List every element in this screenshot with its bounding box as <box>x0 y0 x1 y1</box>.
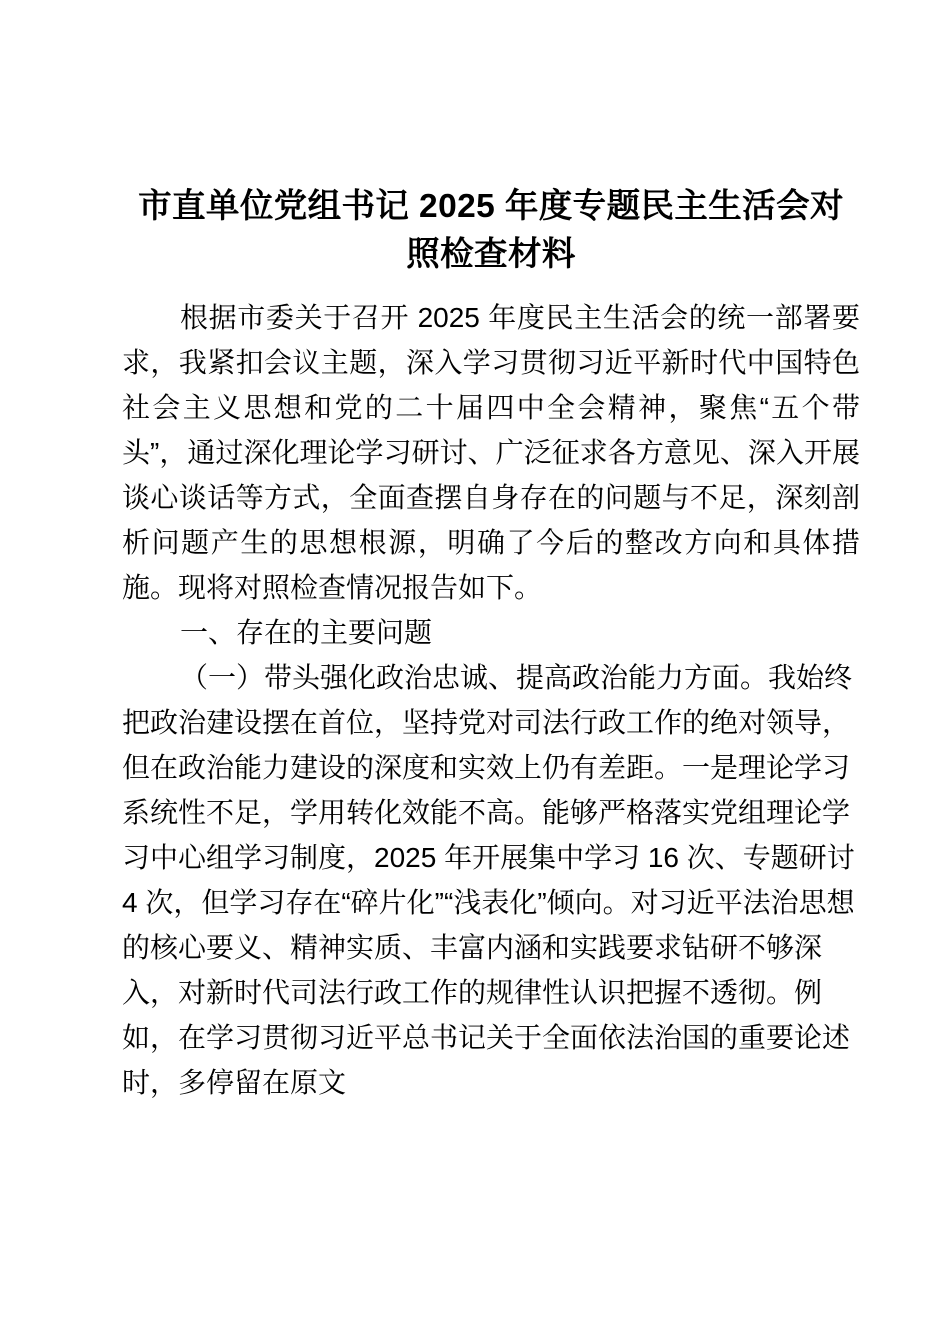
paragraph-intro: 根据市委关于召开 2025 年度民主生活会的统一部署要求，我紧扣会议主题，深入学习贯彻习近平新时代中国特色社会主义思想和党的二十届四中全会精神，聚焦“五个带头”，通过深化理论学习研讨、广泛征求各方意见、深入开展谈心谈话等方式，全面查摆自身存在的问题与不足，深刻剖析问题产生的思想根源，明确了今后的整改方向和具体措施。现将对照检查情况报告如下。 <box>122 302 860 603</box>
section-heading-1: 一、存在的主要问题 <box>180 617 433 648</box>
paragraph-section-1-sub-1: （一）带头强化政治忠诚、提高政治能力方面。我始终把政治建设摆在首位，坚持党对司法行政工作的绝对领导，但在政治能力建设的深度和实效上仍有差距。一是理论学习系统性不足，学用转化效能不高。能够严格落实党组理论学习中心组学习制度，2025 年开展集中学习 16 次、专题研讨 4 次，但学习存在“碎片化”“浅表化”倾向。对习近平法治思想的核心要义、精神实质、丰富内涵和实践要求钻研不够深入，对新时代司法行政工作的规律性认识把握不透彻。例如，在学习贯彻习近平总书记关于全面依法治国的重要论述时，多停留在原文 <box>122 662 855 1098</box>
document-body <box>122 295 860 1105</box>
page-title: 市直单位党组书记 2025 年度专题民主生活会对照检查材料 <box>138 188 844 273</box>
